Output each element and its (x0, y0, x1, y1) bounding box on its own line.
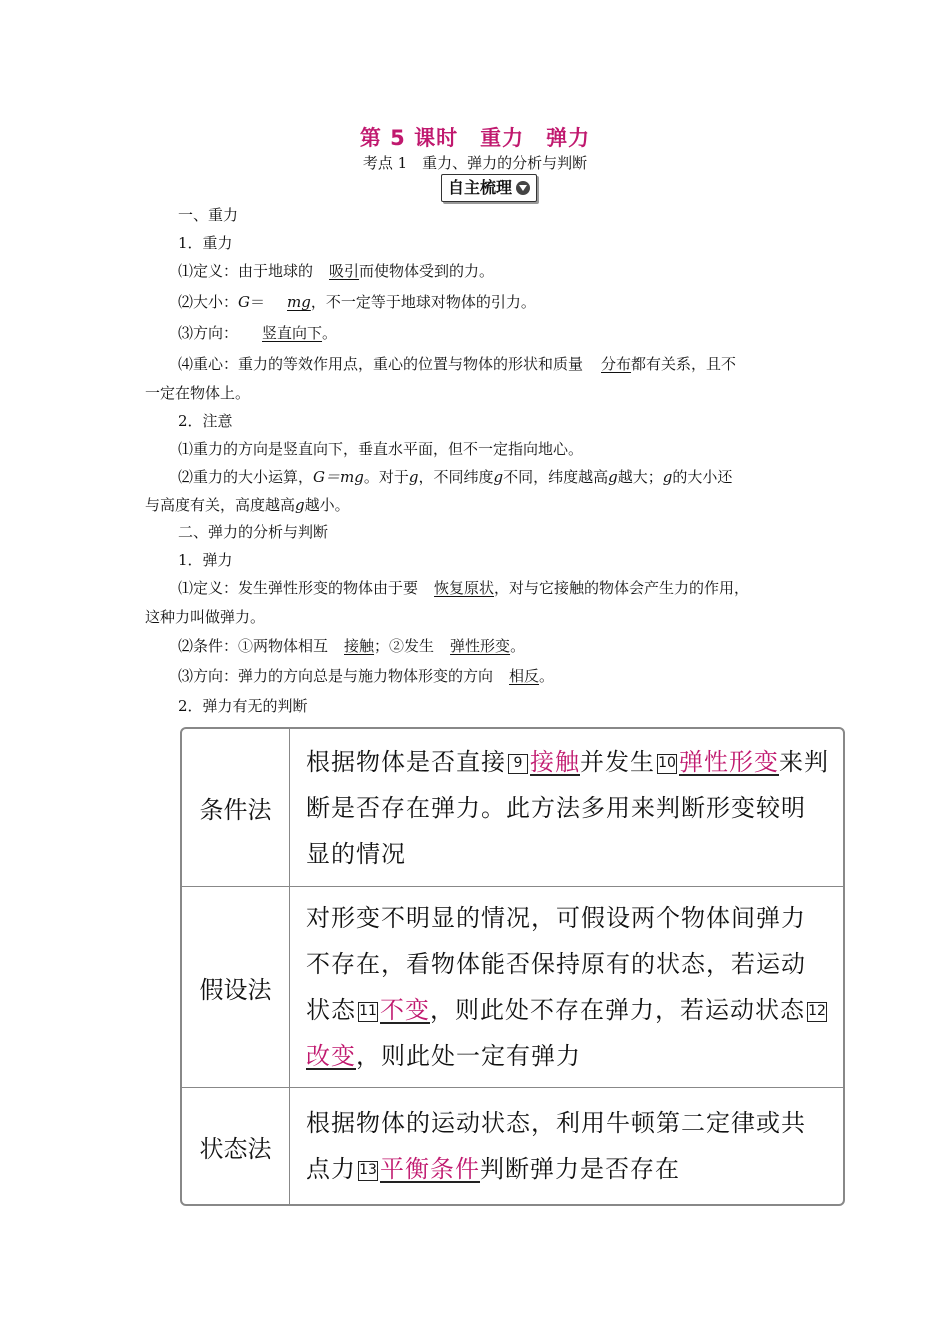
elastic-item2: 2．弹力有无的判断 (178, 697, 308, 715)
page-title: 第 5 课时 重力 弹力 (359, 126, 591, 150)
elastic-heading: 二、弹力的分析与判断 (178, 523, 329, 541)
answer-blank: 不变 (380, 996, 430, 1024)
gravity-definition: ⑴定义：由于地球的 吸引而使物体受到的力。 (178, 262, 495, 280)
answer-blank: 吸引 (329, 262, 360, 280)
table-row (182, 887, 843, 1088)
answer-blank: 分布 (601, 355, 632, 373)
gravity-center: ⑷重心：重力的等效作用点，重心的位置与物体的形状和质量 分布都有关系，且不 (178, 355, 737, 373)
elastic-item1: 1．弹力 (178, 551, 233, 569)
self-review-badge (441, 174, 537, 202)
table-row (182, 1088, 843, 1204)
gravity-item1: 1．重力 (178, 234, 233, 252)
answer-blank: 弹性形变 (679, 747, 779, 776)
answer-blank: 接触 (344, 637, 375, 655)
blank-number: 11 (358, 1002, 378, 1022)
answer-blank: 改变 (306, 1042, 356, 1070)
blank-number: 9 (508, 754, 528, 774)
elastic-direction: ⑶方向：弹力的方向总是与施力物体形变的方向 相反。 (178, 667, 555, 685)
answer-blank: 相反 (509, 667, 540, 685)
answer-blank: mg (287, 293, 311, 311)
answer-blank: 恢复原状 (434, 579, 495, 597)
method-description: 对形变不明显的情况，可假设两个物体间弹力不存在，看物体能否保持原有的状态，若运动状态 11 不变，则此处不存在弹力，若运动状态 12改变，则此处一定有弹力 (290, 887, 843, 1088)
gravity-note2-line2: 与高度有关，高度越高g越小。 (145, 496, 350, 514)
answer-blank: 弹性形变 (450, 637, 511, 655)
gravity-center-line2: 一定在物体上。 (145, 384, 251, 402)
method-name: 状态法 (182, 1088, 290, 1204)
answer-blank: 平衡条件 (380, 1155, 480, 1183)
answer-blank: 竖直向下 (262, 324, 323, 342)
gravity-item2: 2．注意 (178, 412, 233, 430)
elastic-condition: ⑵条件：①两物体相互 接触；②发生 弹性形变。 (178, 637, 526, 655)
elastic-definition-line2: 这种力叫做弹力。 (145, 608, 266, 626)
method-name: 条件法 (182, 729, 290, 887)
chevron-down-icon (516, 181, 530, 195)
gravity-direction: ⑶方向： 竖直向下。 (178, 324, 338, 342)
gravity-note1: ⑴重力的方向是竖直向下，垂直水平面，但不一定指向地心。 (178, 440, 584, 458)
gravity-note2: ⑵重力的大小运算，G＝mg。对于g，不同纬度g不同，纬度越高g越大；g的大小还 (178, 468, 733, 486)
method-description: 根据物体是否直接 9 接触并发生 10 弹性形变来判断是否存在弹力。此方法多用来判断形变较明显的情况 (290, 729, 843, 887)
elastic-definition: ⑴定义：发生弹性形变的物体由于要 恢复原状，对与它接触的物体会产生力的作用， (178, 579, 750, 597)
gravity-heading: 一、重力 (178, 206, 239, 224)
blank-number: 12 (807, 1002, 827, 1022)
blank-number: 10 (657, 754, 677, 774)
method-name: 假设法 (182, 887, 290, 1088)
section-subtitle: 考点 1 重力、弹力的分析与判断 (362, 154, 588, 172)
method-description: 根据物体的运动状态，利用牛顿第二定律或共点力 13 平衡条件判断弹力是否存在 (306, 1109, 806, 1183)
method-table (180, 727, 845, 1206)
blank-number: 13 (358, 1161, 378, 1181)
table-row (182, 729, 843, 887)
answer-blank: 接触 (530, 747, 580, 776)
gravity-magnitude: ⑵大小：G＝ mg，不一定等于地球对物体的引力。 (178, 293, 536, 311)
badge-label: 自主梳理 (448, 178, 513, 197)
